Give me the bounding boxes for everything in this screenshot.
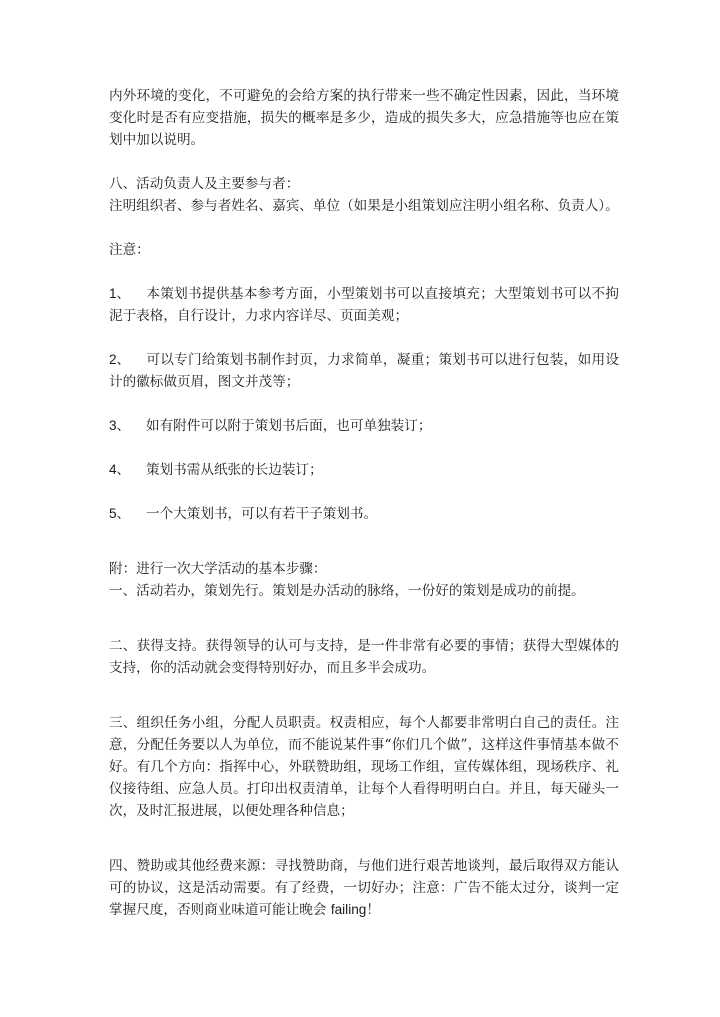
document-page — [109, 85, 619, 921]
note-number: 4、 — [109, 462, 131, 477]
note-item-2 — [109, 349, 619, 393]
appendix-step-4 — [109, 855, 619, 921]
note-number: 3、 — [109, 418, 131, 433]
note-number: 1、 — [109, 286, 131, 301]
note-heading: 注意： — [109, 242, 150, 258]
step-4-end: ！ — [366, 902, 380, 918]
note-number: 5、 — [109, 506, 131, 521]
section-8-body: 注明组织者、参与者姓名、嘉宾、单位（如果是小组策划应注明小组名称、负责人）。 — [109, 198, 619, 214]
step-4-latin-word: failing — [330, 902, 367, 917]
note-text: 策划书需从纸张的长边装订； — [146, 462, 323, 478]
section-8-heading: 八、活动负责人及主要参与者： — [109, 176, 300, 192]
note-text: 可以专门给策划书制作封页，力求简单，凝重；策划书可以进行包装，如用设计的徽标做页眉，图文并茂等； — [109, 352, 619, 390]
note-text: 如有附件可以附于策划书后面，也可单独装订； — [146, 418, 432, 434]
risk-paragraph: 内外环境的变化，不可避免的会给方案的执行带来一些不确定性因素，因此，当环境变化时是否有应变措施，损失的概率是多少，造成的损失多大，应急措施等也应在策划中加以说明。 — [109, 88, 619, 148]
note-item-1 — [109, 283, 619, 327]
note-item-3 — [109, 415, 619, 437]
note-text: 一个大策划书，可以有若干子策划书。 — [146, 506, 378, 522]
appendix-step-3: 三、组织任务小组，分配人员职责。权责相应，每个人都要非常明白自己的责任。注意，分配任务要以人为单位，而不能说某件事“你们几个做”，这样这件事情基本做不好。有几个方向：指挥中心，外联赞助组，现场工作组，宣传媒体组，现场秩序、礼仪接待组、应急人员。打印出权责清单，让每个人看得明明白白。并且，每天碰头一次，及时汇报进展，以便处理各种信息； — [109, 715, 619, 819]
note-number: 2、 — [109, 352, 131, 367]
step-4-text: 四、赞助或其他经费来源：寻找赞助商，与他们进行艰苦地谈判，最后取得双方能认可的协议，这是活动需要。有了经费，一切好办；注意：广告不能太过分，谈判一定掌握尺度，否则商业味道可能让晚会 — [109, 858, 619, 918]
note-text: 本策划书提供基本参考方面，小型策划书可以直接填充；大型策划书可以不拘泥于表格，自行设计，力求内容详尽、页面美观； — [109, 286, 619, 324]
appendix-step-2: 二、获得支持。获得领导的认可与支持，是一件非常有必要的事情；获得大型媒体的支持，你的活动就会变得特别好办，而且多半会成功。 — [109, 638, 619, 676]
appendix-heading: 附：进行一次大学活动的基本步骤： — [109, 561, 327, 577]
note-item-4 — [109, 459, 619, 481]
note-item-5 — [109, 503, 619, 525]
appendix-step-1: 一、活动若办，策划先行。策划是办活动的脉络，一份好的策划是成功的前提。 — [109, 583, 585, 599]
